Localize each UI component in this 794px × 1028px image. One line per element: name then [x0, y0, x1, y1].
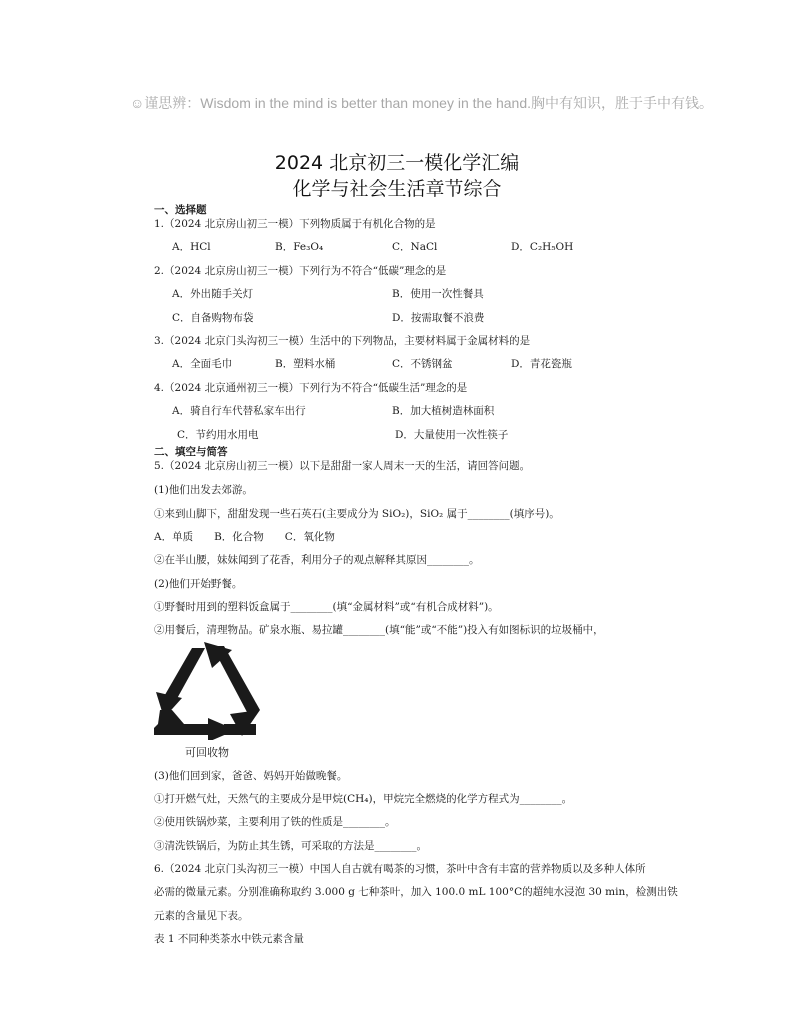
question-1-text: 1.（2024 北京房山初三一模）下列物质属于有机化合物的是 — [154, 218, 436, 230]
recycle-symbol-icon — [152, 640, 262, 740]
question-4-option-a: A．骑自行车代替私家车出行 — [172, 405, 306, 417]
question-2-option-c: C．自备购物布袋 — [172, 312, 254, 324]
section-heading-fill: 二、填空与简答 — [154, 446, 228, 458]
question-3-option-d: D．青花瓷瓶 — [511, 358, 572, 370]
question-2-text: 2.（2024 北京房山初三一模）下列行为不符合“低碳”理念的是 — [154, 265, 447, 277]
question-1-option-c: C．NaCl — [392, 241, 438, 253]
question-3-option-a: A．全面毛巾 — [172, 358, 233, 370]
question-5-line: ①来到山脚下，甜甜发现一些石英石(主要成分为 SiO₂)，SiO₂ 属于________(填序号)。 — [154, 508, 560, 520]
question-5-line: (1)他们出发去郊游。 — [154, 484, 253, 496]
question-3-option-c: C．不锈钢盆 — [392, 358, 453, 370]
question-4-text: 4.（2024 北京通州初三一模）下列行为不符合“低碳生活”理念的是 — [154, 382, 468, 394]
table-caption: 表 1 不同种类茶水中铁元素含量 — [154, 933, 304, 945]
question-5-line: ③清洗铁锅后，为防止其生锈，可采取的方法是________。 — [154, 840, 427, 852]
question-1-option-a: A．HCl — [172, 241, 211, 253]
recycle-caption: 可回收物 — [185, 746, 229, 759]
question-3-option-b: B．塑料水桶 — [275, 358, 336, 370]
question-4-option-b: B．加大植树造林面积 — [392, 405, 495, 417]
question-6-line: 必需的微量元素。分别准确称取约 3.000 g 七种茶叶，加入 100.0 mL 100°C的超纯水浸泡 30 min，检测出铁 — [154, 886, 678, 898]
page-header-quote: ☺谨思辨：Wisdom in the mind is better than money in the hand.胸中有知识，胜于手中有钱。 — [130, 95, 714, 111]
question-5-line: A．单质 B．化合物 C．氧化物 — [154, 531, 335, 543]
question-5-line: ①打开燃气灶，天然气的主要成分是甲烷(CH₄)，甲烷完全燃烧的化学方程式为________。 — [154, 793, 573, 805]
question-5-line: ②用餐后，清理物品。矿泉水瓶、易拉罐________(填“能”或“不能”)投入有如图标识的垃圾桶中， — [154, 624, 604, 636]
question-5-line: ①野餐时用到的塑料饭盒属于________(填“金属材料”或“有机合成材料”)。 — [154, 601, 499, 613]
question-1-option-b: B．Fe₃O₄ — [275, 241, 324, 253]
question-6-line: 6.（2024 北京门头沟初三一模）中国人自古就有喝茶的习惯，茶叶中含有丰富的营养物质以及多种人体所 — [154, 863, 646, 875]
question-4-option-c: C．节约用水用电 — [177, 429, 259, 441]
question-3-text: 3.（2024 北京门头沟初三一模）生活中的下列物品，主要材料属于金属材料的是 — [154, 335, 531, 347]
question-4-option-d: D．大量使用一次性筷子 — [395, 429, 509, 441]
question-5-text: 5.（2024 北京房山初三一模）以下是甜甜一家人周末一天的生活，请回答问题。 — [154, 460, 531, 472]
question-5-line: (2)他们开始野餐。 — [154, 578, 243, 590]
question-2-option-d: D．按需取餐不浪费 — [392, 312, 485, 324]
question-2-option-b: B．使用一次性餐具 — [392, 288, 484, 300]
question-2-option-a: A．外出随手关灯 — [172, 288, 254, 300]
document-title: 2024 北京初三一模化学汇编 — [274, 152, 520, 174]
document-subtitle: 化学与社会生活章节综合 — [292, 178, 502, 200]
question-6-line: 元素的含量见下表。 — [154, 910, 249, 922]
section-heading-choice: 一、选择题 — [154, 204, 207, 216]
question-5-line: ②使用铁锅炒菜，主要利用了铁的性质是________。 — [154, 816, 396, 828]
question-5-line: (3)他们回到家，爸爸、妈妈开始做晚餐。 — [154, 770, 348, 782]
question-5-line: ②在半山腰，妹妹闻到了花香，利用分子的观点解释其原因________。 — [154, 554, 480, 566]
question-1-option-d: D．C₂H₅OH — [511, 241, 574, 253]
